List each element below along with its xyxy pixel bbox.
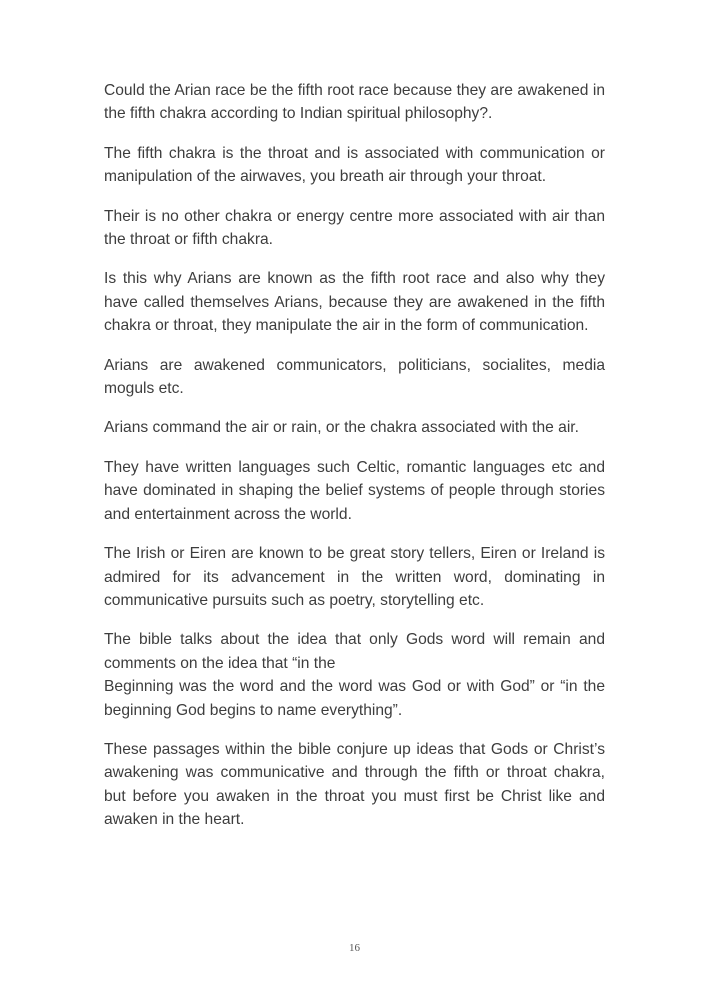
paragraph-9-line-2: Beginning was the word and the word was God or with God” or “in the beginning God begins to name everything”. <box>104 678 605 719</box>
paragraph-10: These passages within the bible conjure up ideas that Gods or Christ’s awakening was communicative and through the fifth or throat chakra, but before you awaken in the throat you must first be Christ like and awaken in the heart. <box>104 740 605 829</box>
paragraph-2: The fifth chakra is the throat and is associated with communication or manipulation of the airwaves, you breath air through your throat. <box>104 144 605 186</box>
paragraph-9-line-1: The bible talks about the idea that only Gods word will remain and comments on the idea that “in the <box>104 631 605 672</box>
paragraph-4: Is this why Arians are known as the fifth root race and also why they have called themselves Arians, because they are awakened in the fifth chakra or throat, they manipulate the air in the form of communication. <box>104 270 605 335</box>
paragraph-7: They have written languages such Celtic, romantic languages etc and have dominated in shaping the belief systems of people through stories and entertainment across the world. <box>104 458 605 523</box>
paragraph-6: Arians command the air or rain, or the chakra associated with the air. <box>104 419 579 437</box>
paragraph-8: The Irish or Eiren are known to be great story tellers, Eiren or Ireland is admired for its advancement in the written word, dominating in communicative pursuits such as poetry, storytelling etc. <box>104 545 605 609</box>
paragraph-1: Could the Arian race be the fifth root race because they are awakened in the fifth chakra according to Indian spiritual philosophy?. <box>104 82 605 123</box>
paragraph-9 <box>104 628 605 722</box>
body-text <box>104 79 605 832</box>
page-number: 16 <box>349 942 360 954</box>
paragraph-5: Arians are awakened communicators, politicians, socialites, media moguls etc. <box>104 356 605 398</box>
paragraph-3: Their is no other chakra or energy centre more associated with air than the throat or fifth chakra. <box>104 207 605 249</box>
